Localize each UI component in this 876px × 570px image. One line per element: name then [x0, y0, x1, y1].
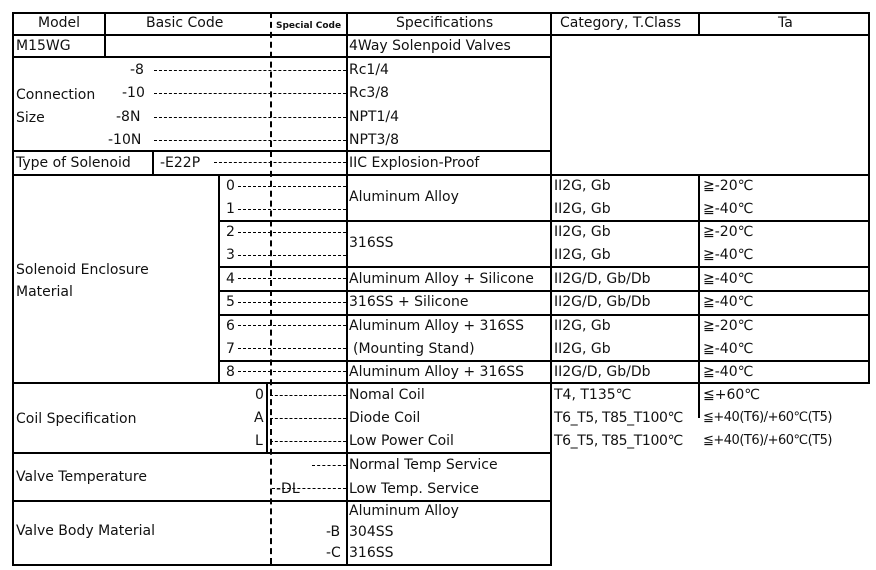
header-specifications: Specifications [396, 15, 494, 31]
grid-line [218, 174, 220, 382]
leader-line [238, 348, 346, 349]
enclosure-spec: (Mounting Stand) [353, 341, 475, 357]
grid-line [218, 220, 868, 222]
enclosure-code: 7 [226, 341, 235, 357]
model-spec: 4Way Solenpoid Valves [349, 38, 511, 54]
leader-line [312, 465, 346, 466]
enclosure-ta: ≧-40℃ [703, 294, 754, 310]
coil-category: T6_T5, T85_T100℃ [554, 410, 683, 426]
leader-line [238, 302, 346, 303]
leader-line [238, 186, 346, 187]
grid-line [12, 150, 552, 152]
grid-line [104, 12, 106, 58]
grid-line [12, 382, 870, 384]
model-code: M15WG [16, 38, 71, 54]
grid-line [12, 56, 552, 58]
enclosure-spec: 316SS + Silicone [349, 294, 469, 310]
enclosure-spec: Aluminum Alloy [349, 189, 459, 205]
grid-line [218, 266, 868, 268]
enclosure-category: II2G, Gb [554, 201, 611, 217]
leader-line [238, 209, 346, 210]
leader-line [238, 371, 346, 372]
header-special-code: Special Code [276, 21, 342, 31]
enclosure-ta: ≧-40℃ [703, 341, 754, 357]
connection-label: Connection [16, 87, 96, 103]
connection-code: -10N [108, 132, 142, 148]
grid-line [266, 382, 268, 452]
enclosure-code: 8 [226, 364, 235, 380]
valve-temp-code: -DL [276, 481, 300, 497]
coil-code: A [254, 410, 264, 426]
connection-spec: Rc1/4 [349, 62, 389, 78]
leader-line [154, 140, 346, 141]
coil-code: 0 [255, 387, 264, 403]
grid-line [152, 150, 154, 176]
grid-line [218, 314, 868, 316]
enclosure-category: II2G/D, Gb/Db [554, 294, 651, 310]
valve-temp-label: Valve Temperature [16, 469, 147, 485]
body-material-label: Valve Body Material [16, 523, 155, 539]
enclosure-spec: 316SS [349, 235, 394, 251]
enclosure-ta: ≧-20℃ [703, 178, 754, 194]
solenoid-type-code: -E22P [160, 155, 201, 171]
coil-ta: ≦+40(T6)/+60℃(T5) [703, 433, 832, 448]
leader-line [238, 278, 346, 279]
enclosure-category: II2G, Gb [554, 247, 611, 263]
body-material-code: -C [326, 545, 341, 561]
header-model: Model [38, 15, 81, 31]
connection-code: -8 [130, 62, 144, 78]
enclosure-category: II2G, Gb [554, 224, 611, 240]
coil-category: T4, T135℃ [554, 387, 632, 403]
coil-ta: ≦+40(T6)/+60℃(T5) [703, 410, 832, 425]
grid-line [868, 12, 870, 384]
enclosure-category: II2G/D, Gb/Db [554, 271, 651, 287]
connection-code: -8N [116, 109, 141, 125]
grid-line [12, 452, 552, 454]
enclosure-label: Material [16, 284, 73, 300]
grid-line [12, 12, 14, 566]
grid-line [12, 564, 550, 566]
solenoid-type-label: Type of Solenoid [16, 155, 131, 171]
connection-label: Size [16, 110, 45, 126]
enclosure-spec: Aluminum Alloy + Silicone [349, 271, 534, 287]
enclosure-ta: ≧-40℃ [703, 271, 754, 287]
enclosure-label: Solenoid Enclosure [16, 262, 149, 278]
valve-temp-spec: Normal Temp Service [349, 457, 498, 473]
body-material-code: -B [326, 524, 341, 540]
enclosure-code: 1 [226, 201, 235, 217]
leader-line [270, 418, 346, 419]
leader-line [238, 232, 346, 233]
enclosure-code: 6 [226, 318, 235, 334]
enclosure-ta: ≧-20℃ [703, 318, 754, 334]
enclosure-code: 4 [226, 271, 235, 287]
leader-line [270, 395, 346, 396]
grid-line [698, 12, 700, 36]
coil-category: T6_T5, T85_T100℃ [554, 433, 683, 449]
header-basic-code: Basic Code [146, 15, 224, 31]
leader-line [154, 93, 346, 94]
enclosure-ta: ≧-20℃ [703, 224, 754, 240]
body-material-spec: 316SS [349, 545, 394, 561]
grid-line [218, 290, 868, 292]
header-category: Category, T.Class [560, 15, 682, 31]
grid-line [12, 34, 870, 36]
body-material-spec: Aluminum Alloy [349, 503, 459, 519]
grid-line [12, 12, 870, 14]
leader-line [238, 255, 346, 256]
coil-code: L [255, 433, 263, 449]
enclosure-spec: Aluminum Alloy + 316SS [349, 318, 525, 334]
grid-line [12, 174, 870, 176]
grid-line [550, 12, 552, 566]
enclosure-ta: ≧-40℃ [703, 364, 754, 380]
body-material-spec: 304SS [349, 524, 394, 540]
coil-spec: Low Power Coil [349, 433, 454, 449]
coil-spec: Nomal Coil [349, 387, 425, 403]
grid-line [218, 360, 868, 362]
enclosure-code: 3 [226, 247, 235, 263]
header-ta: Ta [778, 15, 793, 31]
enclosure-code: 5 [226, 294, 235, 310]
connection-spec: Rc3/8 [349, 85, 389, 101]
special-code-divider [270, 12, 272, 564]
leader-line [214, 162, 346, 163]
leader-line [154, 70, 346, 71]
enclosure-ta: ≧-40℃ [703, 247, 754, 263]
enclosure-category: II2G, Gb [554, 178, 611, 194]
coil-ta: ≦+60℃ [703, 387, 760, 403]
leader-line [238, 325, 346, 326]
enclosure-code: 2 [226, 224, 235, 240]
leader-line [270, 441, 346, 442]
grid-line [346, 12, 348, 566]
enclosure-code: 0 [226, 178, 235, 194]
leader-line [154, 117, 346, 118]
enclosure-category: II2G, Gb [554, 341, 611, 357]
coil-spec: Diode Coil [349, 410, 421, 426]
solenoid-type-spec: IIC Explosion-Proof [349, 155, 480, 171]
grid-line [12, 500, 552, 502]
valve-temp-spec: Low Temp. Service [349, 481, 479, 497]
enclosure-spec: Aluminum Alloy + 316SS [349, 364, 525, 380]
connection-spec: NPT3/8 [349, 132, 399, 148]
enclosure-category: II2G/D, Gb/Db [554, 364, 651, 380]
connection-code: -10 [122, 85, 145, 101]
connection-spec: NPT1/4 [349, 109, 399, 125]
enclosure-ta: ≧-40℃ [703, 201, 754, 217]
coil-label: Coil Specification [16, 411, 137, 427]
enclosure-category: II2G, Gb [554, 318, 611, 334]
